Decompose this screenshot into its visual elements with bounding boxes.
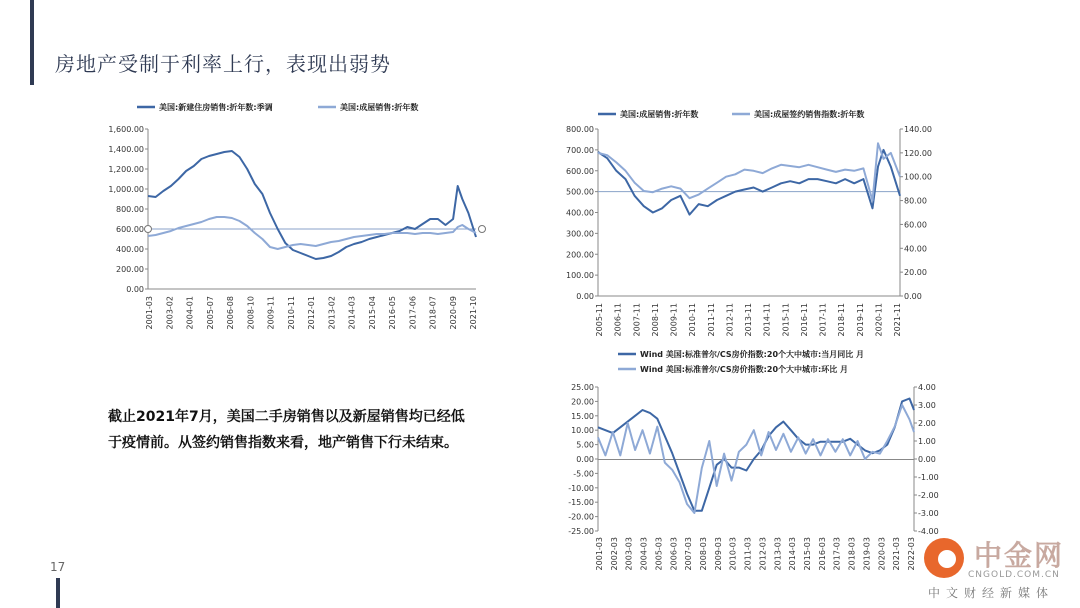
x-tick-label: 2016-11	[799, 303, 809, 337]
x-tick-label: 2003-03	[624, 537, 634, 571]
x-tick-label: 2014-03	[347, 296, 357, 330]
x-tick-label: 2016-03	[817, 537, 827, 571]
x-tick-label: 2006-11	[613, 303, 623, 337]
x-tick-label: 2006-08	[226, 296, 235, 330]
x-tick-label: 2010-11	[286, 296, 296, 330]
y-right-tick-label: 40.00	[904, 244, 927, 254]
x-tick-label: 2020-11	[874, 303, 884, 337]
x-tick-label: 2012-11	[725, 303, 735, 337]
x-tick-label: 2012-03	[758, 537, 768, 571]
x-tick-label: 2019-03	[862, 537, 872, 571]
y-left-tick-label: 0.00	[576, 292, 594, 301]
y-right-tick-label: 0.00	[918, 455, 936, 464]
bottom-accent-bar	[56, 578, 60, 608]
y-left-tick-label: 5.00	[576, 440, 594, 450]
x-tick-label: 2008-03	[699, 537, 708, 571]
y-left-tick-label: 200.00	[116, 265, 144, 274]
y-left-tick-label: 15.00	[571, 411, 594, 421]
top-accent-bar	[30, 0, 34, 85]
y-right-tick-label: -1.00	[918, 473, 939, 482]
y-right-tick-label: 1.00	[918, 437, 936, 446]
x-tick-label: 2021-11	[893, 303, 902, 337]
legend-label-1: 美国:成屋销售:折年数	[620, 110, 699, 119]
x-tick-label: 2001-03	[595, 537, 604, 571]
y-right-tick-label: 20.00	[904, 268, 927, 278]
x-tick-label: 2007-11	[632, 303, 642, 337]
x-tick-label: 2001-03	[145, 296, 154, 330]
x-tick-label: 2021-10	[469, 296, 478, 330]
y-left-tick-label: 20.00	[571, 397, 594, 407]
x-tick-label: 2019-11	[855, 303, 865, 337]
y-left-tick-label: 0.00	[576, 455, 594, 464]
series-line-1	[598, 399, 914, 511]
watermark-slogan: 中文财经新媒体	[928, 586, 1055, 600]
x-tick-label: 2018-03	[847, 537, 857, 571]
y-left-tick-label: 200.00	[566, 250, 594, 260]
watermark-brand: 中金网	[974, 539, 1065, 572]
y-left-tick-label: 600.00	[566, 166, 594, 176]
x-tick-label: 2004-03	[639, 537, 649, 571]
x-tick-label: 2015-04	[367, 296, 377, 330]
y-left-tick-label: 400.00	[116, 245, 144, 254]
y-left-tick-label: -15.00	[568, 498, 594, 508]
x-tick-label: 2013-02	[327, 296, 337, 330]
y-left-tick-label: 700.00	[566, 145, 594, 155]
y-right-tick-label: 0.00	[904, 292, 922, 301]
x-tick-label: 2010-11	[688, 303, 698, 337]
x-tick-label: 2016-05	[388, 296, 397, 330]
x-tick-label: 2018-11	[837, 303, 847, 337]
x-tick-label: 2010-03	[728, 537, 738, 571]
summary-line-1: 截止2021年7月，美国二手房销售以及新屋销售均已经低	[108, 409, 465, 425]
x-tick-label: 2009-11	[669, 303, 679, 337]
x-tick-label: 2021-03	[892, 537, 902, 571]
x-tick-label: 2005-07	[205, 296, 215, 330]
x-tick-label: 2006-03	[669, 537, 679, 571]
x-tick-label: 2005-11	[595, 303, 604, 337]
x-tick-label: 2012-01	[307, 296, 316, 330]
series-line-1	[598, 150, 900, 215]
x-tick-label: 2014-03	[788, 537, 798, 571]
series-line-1	[148, 151, 476, 259]
legend-label-2: Wind 美国:标准普尔/CS房价指数:20个大中城市:环比 月	[640, 365, 848, 374]
x-tick-label: 2020-09	[448, 296, 458, 330]
y-right-tick-label: -4.00	[918, 527, 939, 536]
x-tick-label: 2008-10	[246, 296, 256, 330]
x-tick-label: 2009-03	[713, 537, 723, 571]
chart-new-vs-existing-home-sales	[90, 96, 490, 346]
watermark-logo	[920, 534, 1070, 600]
y-left-tick-label: 10.00	[571, 426, 594, 436]
y-right-tick-label: 2.00	[918, 419, 936, 428]
y-right-tick-label: 140.00	[904, 125, 932, 134]
y-left-tick-label: 300.00	[566, 229, 594, 239]
y-left-tick-label: 25.00	[571, 383, 594, 392]
x-tick-label: 2017-11	[818, 303, 828, 337]
x-tick-label: 2009-11	[266, 296, 276, 330]
y-left-tick-label: -20.00	[568, 512, 594, 522]
y-left-tick-label: 1,400.00	[108, 145, 144, 154]
y-left-tick-label: 800.00	[116, 205, 144, 214]
x-tick-label: 2004-01	[185, 296, 195, 330]
y-right-tick-label: 100.00	[904, 172, 932, 182]
summary-line-2: 于疫情前。从签约销售指数来看，地产销售下行未结束。	[108, 435, 458, 451]
y-left-tick-label: 1,200.00	[108, 165, 144, 174]
watermark-circle-icon	[924, 538, 964, 578]
y-left-tick-label: 400.00	[566, 208, 594, 218]
y-right-tick-label: 4.00	[918, 383, 936, 392]
x-tick-label: 2015-03	[803, 537, 812, 571]
watermark-site: CNGOLD.COM.CN	[968, 570, 1060, 580]
reference-marker-right	[479, 226, 486, 233]
y-right-tick-label: -3.00	[918, 509, 939, 518]
x-tick-label: 2020-03	[877, 537, 887, 571]
y-right-tick-label: 120.00	[904, 148, 932, 158]
y-right-tick-label: 3.00	[918, 401, 936, 410]
x-tick-label: 2017-03	[832, 537, 842, 571]
x-tick-label: 2007-03	[684, 537, 694, 571]
y-left-tick-label: 600.00	[116, 225, 144, 234]
x-tick-label: 2013-03	[773, 537, 783, 571]
x-tick-label: 2014-11	[762, 303, 772, 337]
y-left-tick-label: 1,000.00	[108, 185, 144, 194]
x-tick-label: 2011-11	[706, 303, 716, 337]
x-tick-label: 2008-11	[650, 303, 660, 337]
page-title: 房地产受制于利率上行，表现出弱势	[55, 52, 391, 76]
x-tick-label: 2018-07	[428, 296, 438, 330]
x-tick-label: 2003-02	[165, 296, 175, 330]
x-tick-label: 2013-11	[744, 303, 753, 337]
x-tick-label: 2011-03	[743, 537, 753, 571]
chart-case-shiller-home-price-index	[560, 344, 960, 584]
y-left-tick-label: 500.00	[566, 187, 594, 197]
y-left-tick-label: -5.00	[573, 469, 594, 479]
y-right-tick-label: 80.00	[904, 196, 927, 206]
legend-label-1: Wind 美国:标准普尔/CS房价指数:20个大中城市:当月同比 月	[640, 350, 864, 359]
x-tick-label: 2002-03	[609, 537, 619, 571]
y-left-tick-label: 800.00	[566, 125, 594, 134]
y-right-tick-label: 60.00	[904, 220, 927, 230]
x-tick-label: 2015-11	[781, 303, 791, 337]
summary-text	[108, 404, 528, 456]
y-left-tick-label: -10.00	[568, 483, 594, 493]
x-tick-label: 2017-06	[408, 296, 418, 330]
x-tick-label: 2005-03	[654, 537, 664, 571]
y-left-tick-label: -25.00	[568, 527, 594, 536]
page-number: 17	[50, 560, 66, 574]
legend-label-1: 美国:新建住房销售:折年数:季调	[159, 103, 273, 112]
y-left-tick-label: 100.00	[566, 271, 594, 281]
chart-existing-home-sales-vs-pending-index	[560, 100, 980, 340]
y-left-tick-label: 1,600.00	[108, 125, 144, 134]
x-tick-label: 2022-03	[907, 537, 916, 571]
legend-label-2: 美国:成屋销售:折年数	[340, 103, 419, 112]
y-left-tick-label: 0.00	[126, 285, 144, 294]
legend-label-2: 美国:成屋签约销售指数:折年数	[754, 110, 865, 119]
y-right-tick-label: -2.00	[918, 491, 939, 500]
reference-marker-left	[145, 226, 152, 233]
